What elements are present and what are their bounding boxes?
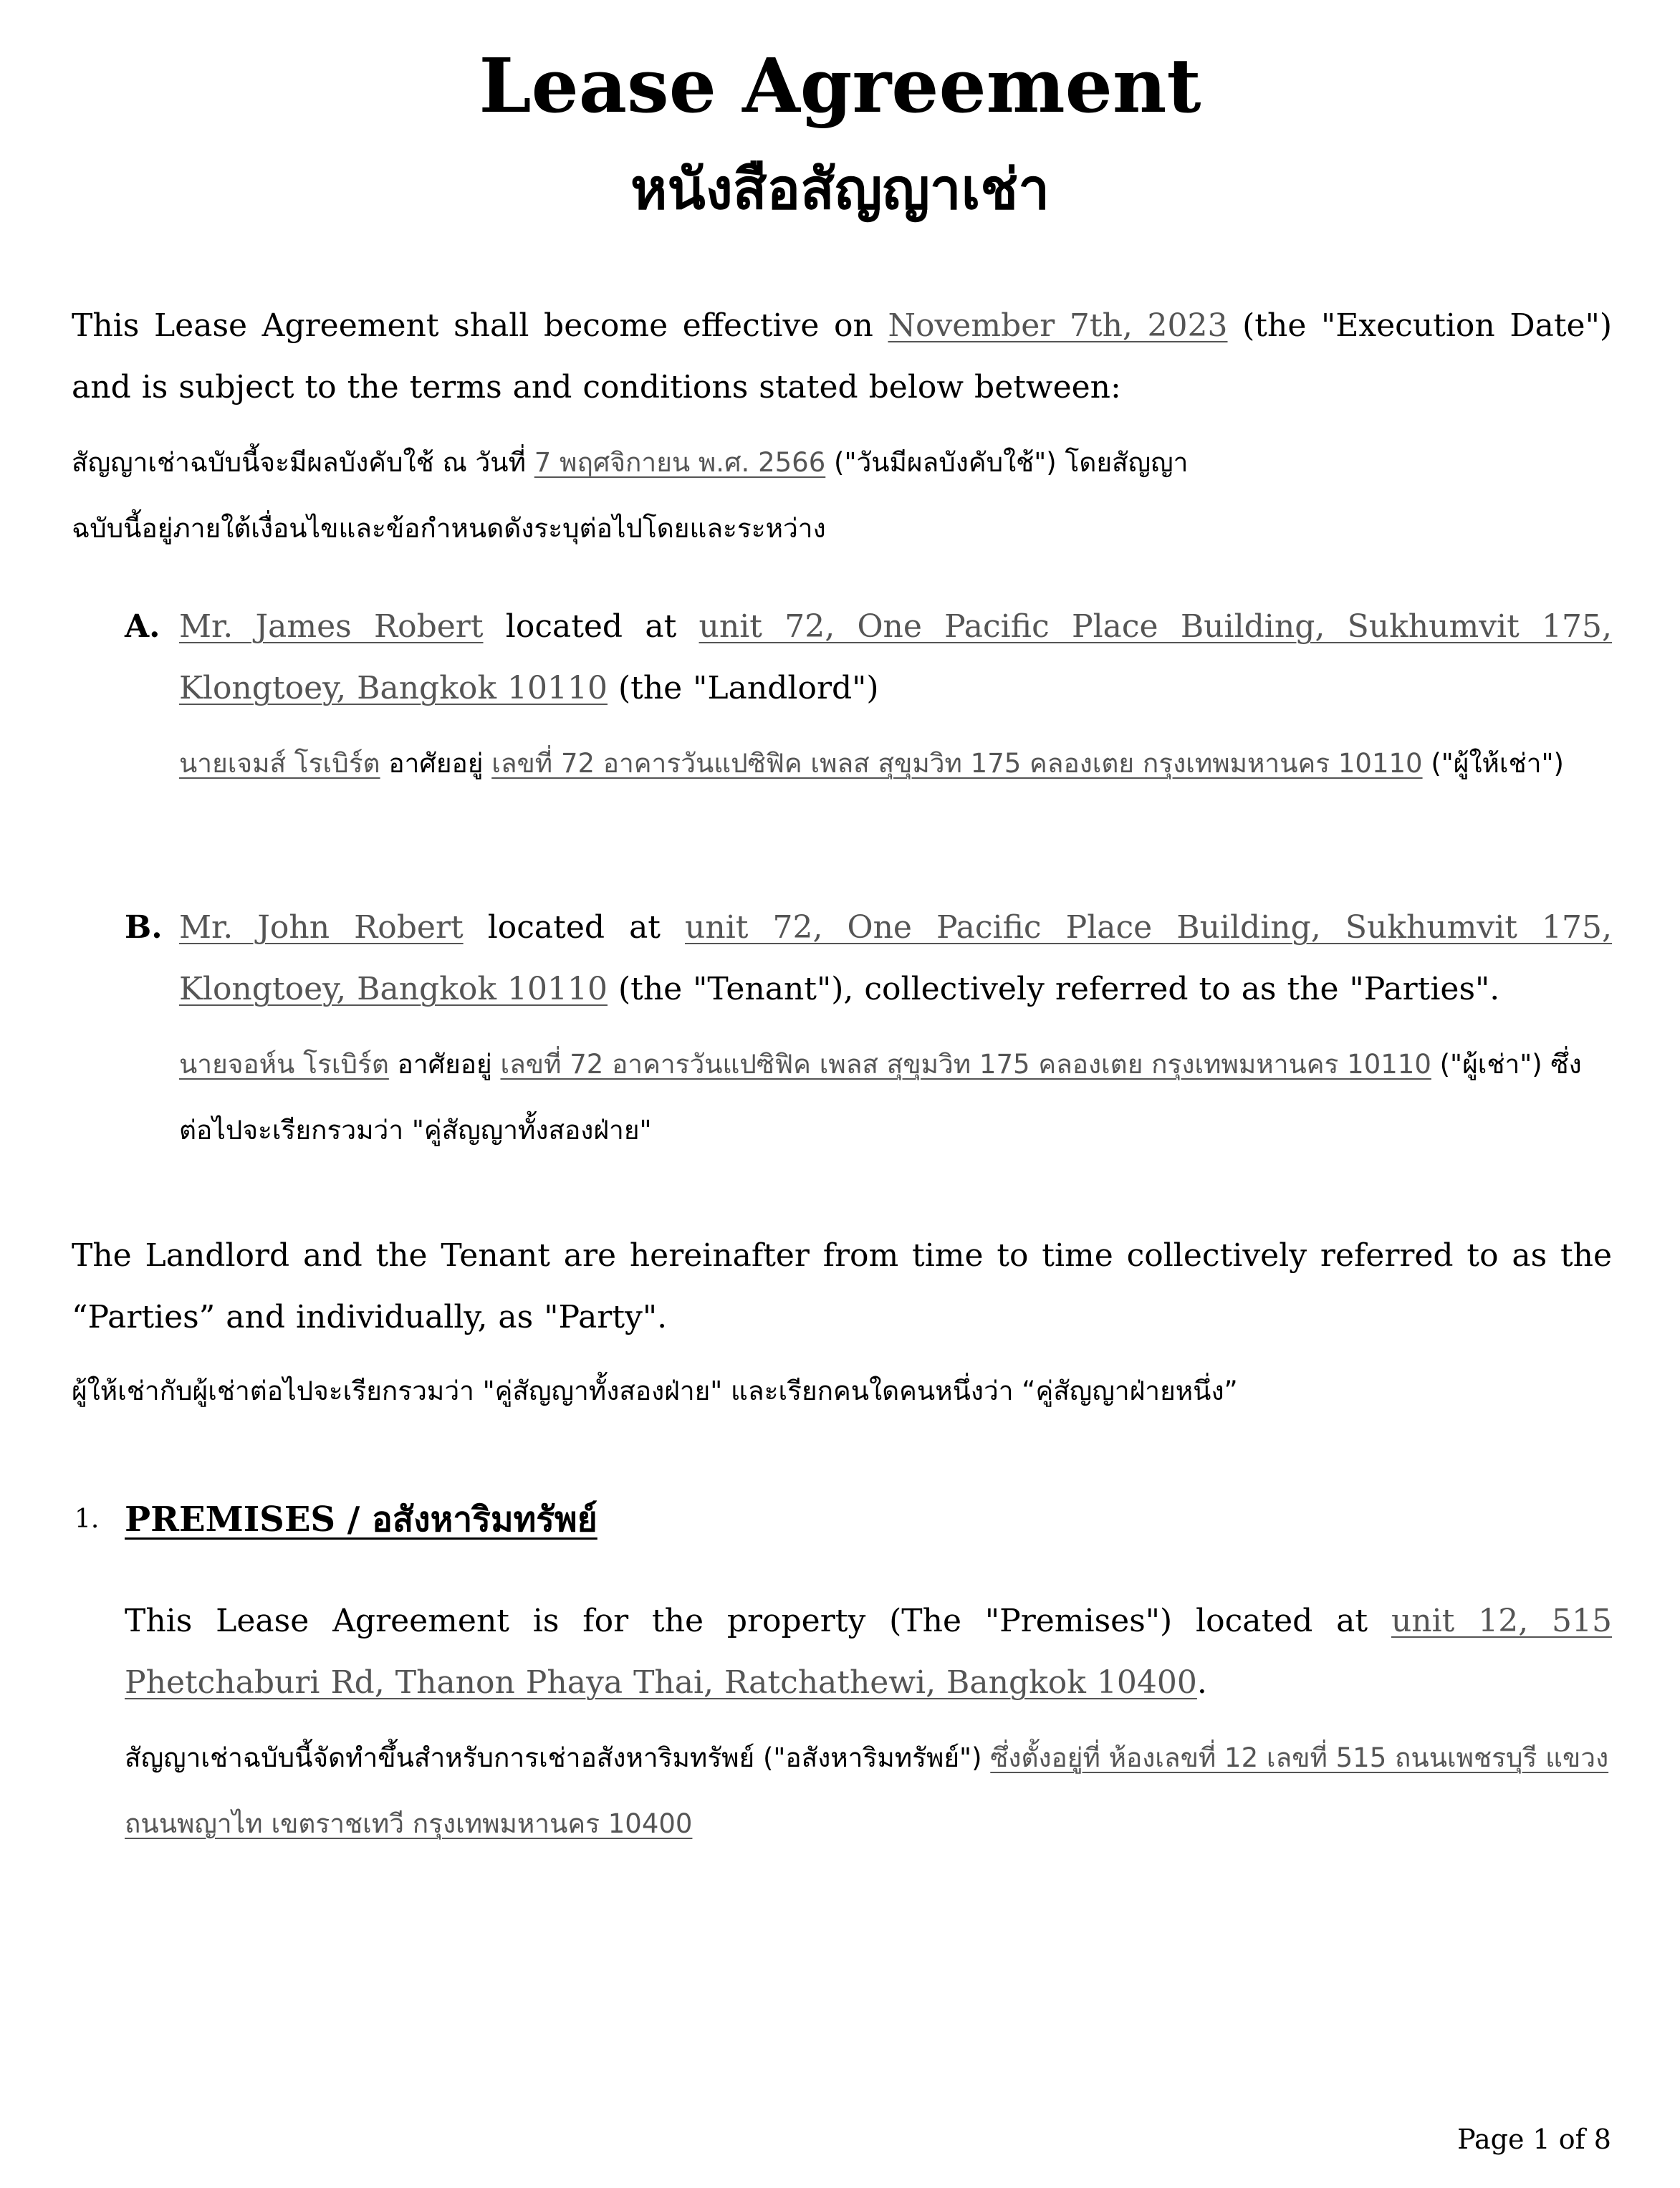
tenant-address-th: เลขที่ 72 อาคารวันแปซิฟิค เพลส สุขุมวิท 175 คลองเตย กรุงเทพมหานคร 10110 <box>500 1049 1431 1080</box>
tenant-name-th: นายจอห์น โรเบิร์ต <box>179 1049 389 1080</box>
intro-english <box>72 295 1612 418</box>
party-b-letter: B. <box>125 909 163 946</box>
landlord-role-en: (the "Landlord") <box>607 670 879 706</box>
tenant-name-en: Mr. John Robert <box>179 909 464 946</box>
party-b-thai <box>179 1032 1612 1163</box>
execution-date-th: 7 พฤศจิกายน พ.ศ. 2566 <box>534 447 826 478</box>
intro-th-prefix: สัญญาเช่าฉบับนี้จะมีผลบังคับใช้ ณ วันที่ <box>72 447 534 478</box>
party-a-located-en: located at <box>483 608 699 645</box>
section-1-number: 1. <box>75 1505 100 1534</box>
party-a-english <box>179 596 1612 719</box>
tenant-role-en: (the "Tenant"), collectively referred to as the "Parties". <box>607 971 1500 1007</box>
page-number: Page 1 of 8 <box>1457 2124 1611 2155</box>
collective-english: The Landlord and the Tenant are hereinafter from time to time collectively referred to as the “Parties” and individually, as "Party". <box>72 1237 1612 1335</box>
section-1-title: PREMISES / อสังหาริมทรัพย์ <box>125 1500 597 1540</box>
landlord-name-en: Mr. James Robert <box>179 608 484 645</box>
intro-thai <box>72 430 1218 562</box>
title-english: Lease Agreement <box>479 42 1201 130</box>
premises-en-suffix: . <box>1196 1664 1207 1701</box>
intro-th-suffix: ("วันมีผลบังคับใช้") โดยสัญญาฉบับนี้อยู่ภายใต้เงื่อนไขและข้อกำหนดดังระบุต่อไปโดยและระหว่าง <box>72 447 1189 544</box>
party-a-letter: A. <box>125 608 160 645</box>
party-b-english <box>179 897 1612 1020</box>
landlord-role-th: ("ผู้ให้เช่า") <box>1422 748 1564 779</box>
premises-address-th: ซึ่งตั้งอยู่ที่ ห้องเลขที่ 12 เลขที่ 515 ถนนเพชรบุรี แขวงถนนพญาไท เขตราชเทวี กรุงเทพมหานคร 10400 <box>125 1742 1609 1839</box>
landlord-address-th: เลขที่ 72 อาคารวันแปซิฟิค เพลส สุขุมวิท 175 คลองเตย กรุงเทพมหานคร 10110 <box>491 748 1423 779</box>
premises-english <box>125 1590 1612 1714</box>
party-b-located-en: located at <box>463 909 686 946</box>
tenant-role-th: ("ผู้เช่า") ซึ่งต่อไปจะเรียกรวมว่า "คู่สัญญาทั้งสองฝ่าย" <box>179 1049 1582 1146</box>
landlord-name-th: นายเจมส์ โรเบิร์ต <box>179 748 380 779</box>
premises-thai <box>125 1725 1612 1857</box>
premises-en-prefix: This Lease Agreement is for the property (The "Premises") located at <box>125 1603 1391 1639</box>
landlord-address-en: unit 72, One Pacific Place Building, Sukhumvit 175, Klongtoey, Bangkok 10110 <box>179 608 1612 706</box>
tenant-address-en: unit 72, One Pacific Place Building, Sukhumvit 175, Klongtoey, Bangkok 10110 <box>179 909 1612 1007</box>
premises-th-prefix: สัญญาเช่าฉบับนี้จัดทำขึ้นสำหรับการเช่าอสังหาริมทรัพย์ ("อสังหาริมทรัพย์") <box>125 1742 991 1773</box>
intro-en-prefix: This Lease Agreement shall become effective on <box>72 307 888 344</box>
party-b-located-th: อาศัยอยู่ <box>388 1049 501 1080</box>
party-a-located-th: อาศัยอยู่ <box>380 748 492 779</box>
execution-date-en: November 7th, 2023 <box>888 307 1228 344</box>
collective-thai: ผู้ให้เช่ากับผู้เช่าต่อไปจะเรียกรวมว่า "คู่สัญญาทั้งสองฝ่าย" และเรียกคนใดคนหนึ่งว่า “คู่สัญญาฝ่ายหนึ่ง” <box>72 1376 1238 1406</box>
premises-address-en: unit 12, 515 Phetchaburi Rd, Thanon Phaya Thai, Ratchathewi, Bangkok 10400 <box>125 1603 1613 1701</box>
intro-en-suffix: (the "Execution Date") and is subject to the terms and conditions stated below between: <box>72 307 1612 406</box>
party-a-thai <box>179 731 1612 797</box>
title-thai: หนังสือสัญญาเช่า <box>630 158 1050 222</box>
